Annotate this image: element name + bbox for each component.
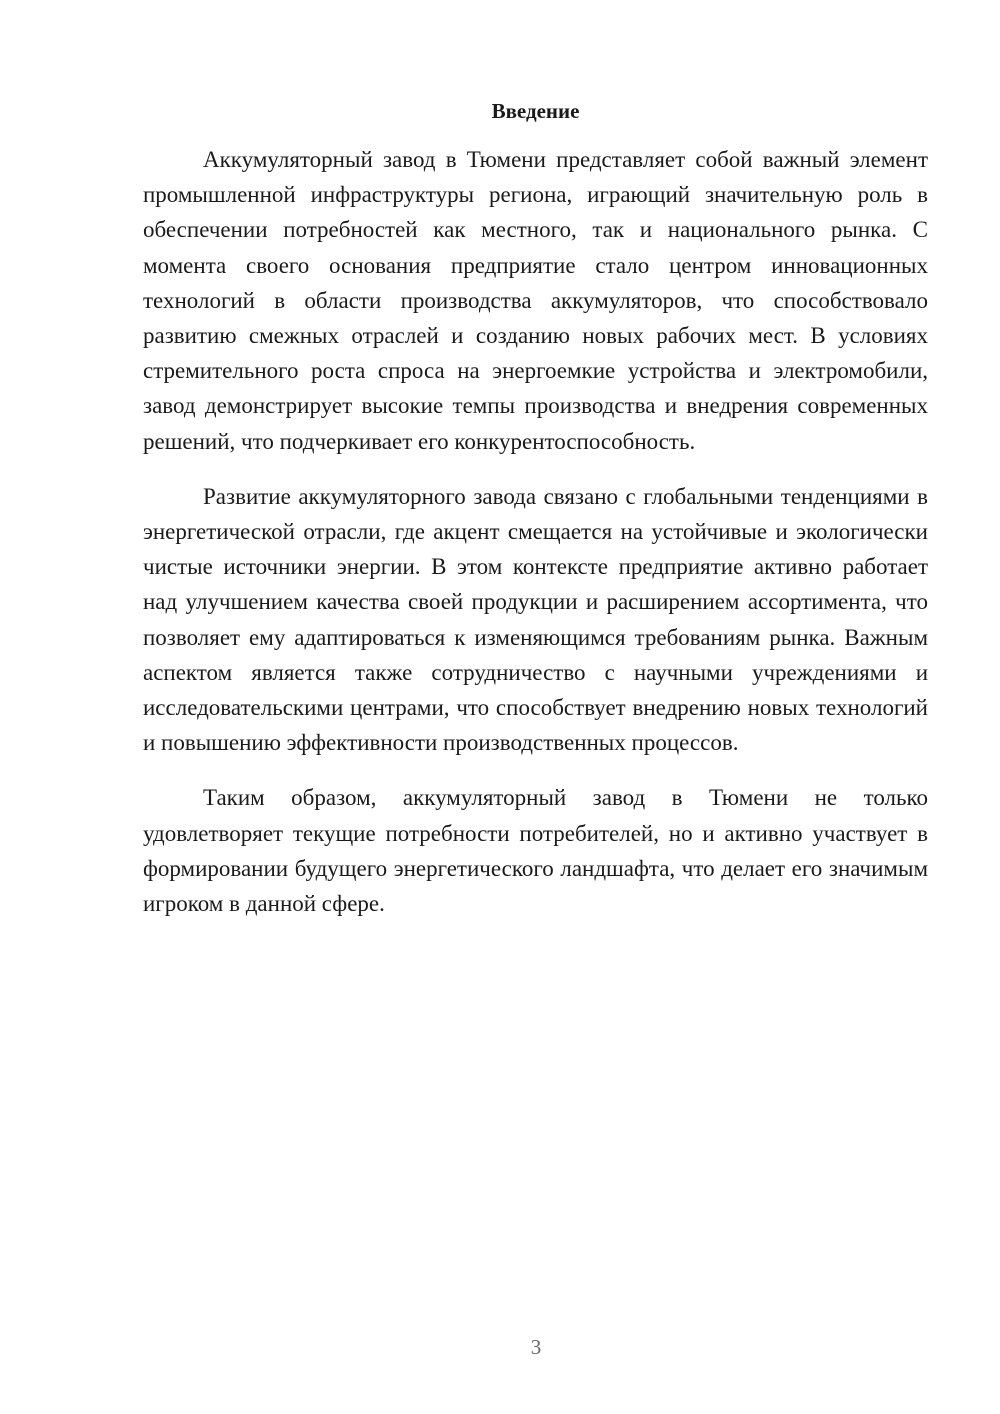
page-content [143,96,928,921]
paragraph-3: Таким образом, аккумуляторный завод в Тюмени не только удовлетворяет текущие потребности потребителей, но и активно участвует в формировании будущего энергетического ландшафта, что делает его значимым игроком в данной сфере. [143,785,928,917]
page-number: 3 [530,1335,542,1359]
paragraph-1: Аккумуляторный завод в Тюмени представляет собой важный элемент промышленной инфраструктуры региона, играющий значительную роль в обеспечении потребностей как местного, так и национального рынка. С момента своего основания предприятие стало центром инновационных технологий в области производства аккумуляторов, что способствовало развитию смежных отраслей и созданию новых рабочих мест. В условиях стремительного роста спроса на энергоемкие устройства и электромобили, завод демонстрирует высокие темпы производства и внедрения современных решений, что подчеркивает его конкурентоспособность. [143,147,928,454]
paragraph-2: Развитие аккумуляторного завода связано с глобальными тенденциями в энергетической отрасли, где акцент смещается на устойчивые и экологически чистые источники энергии. В этом контексте предприятие активно работает над улучшением качества своей продукции и расширением ассортимента, что позволяет ему адаптироваться к изменяющимся требованиям рынка. Важным аспектом является также сотрудничество с научными учреждениями и исследовательскими центрами, что способствует внедрению новых технологий и повышению эффективности производственных процессов. [143,483,928,756]
section-title: Введение [491,99,580,123]
